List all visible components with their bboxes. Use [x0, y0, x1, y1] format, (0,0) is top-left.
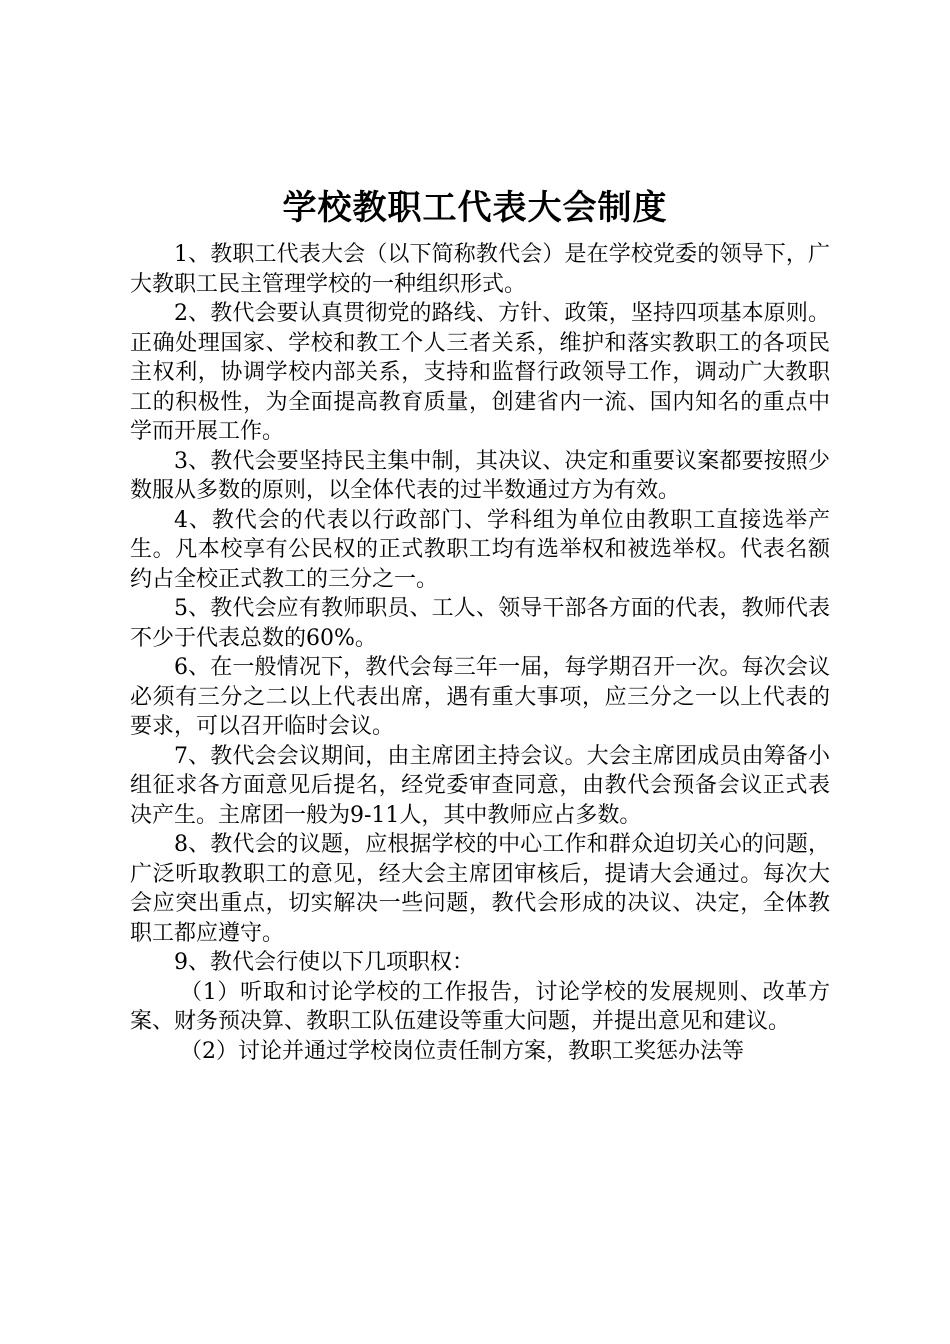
paragraph-7: 7、教代会会议期间，由主席团主持会议。大会主席团成员由筹备小组征求各方面意见后提名，经党委审查同意，由教代会预备会议正式表决产生。主席团一般为9-11人，其中教师应占多数。: [130, 743, 830, 828]
paragraph-5: 5、教代会应有教师职员、工人、领导干部各方面的代表，教师代表不少于代表总数的60%。: [130, 596, 830, 651]
document-title: 学校教职工代表大会制度: [282, 188, 668, 228]
paragraph-9-item-2: （2）讨论并通过学校岗位责任制方案，教职工奖惩办法等: [180, 1038, 744, 1064]
paragraph-9: 9、教代会行使以下几项职权：: [174, 950, 474, 975]
paragraph-2: 2、教代会要认真贯彻党的路线、方针、政策，坚持四项基本原则。正确处理国家、学校和教工个人三者关系，维护和落实教职工的各项民主权利，协调学校内部关系，支持和监督行政领导工作，调动广大教职工的积极性，为全面提高教育质量，创建省内一流、国内知名的重点中学而开展工作。: [130, 301, 830, 444]
document-body: [130, 240, 830, 1066]
paragraph-9-item-1: （1）听取和讨论学校的工作报告，讨论学校的发展规则、改革方案、财务预决算、教职工队伍建设等重大问题，并提出意见和建议。: [130, 979, 830, 1034]
paragraph-8: 8、教代会的议题，应根据学校的中心工作和群众迫切关心的问题，广泛听取教职工的意见，经大会主席团审核后，提请大会通过。每次大会应突出重点，切实解决一些问题，教代会形成的决议、决定，全体教职工都应遵守。: [130, 832, 830, 946]
paragraph-6: 6、在一般情况下，教代会每三年一届，每学期召开一次。每次会议必须有三分之二以上代表出席，遇有重大事项，应三分之一以上代表的要求，可以召开临时会议。: [130, 655, 830, 739]
paragraph-3: 3、教代会要坚持民主集中制，其决议、决定和重要议案都要按照少数服从多数的原则，以全体代表的过半数通过方为有效。: [130, 448, 830, 503]
paragraph-1: 1、教职工代表大会（以下简称教代会）是在学校党委的领导下，广大教职工民主管理学校的一种组织形式。: [130, 242, 830, 297]
paragraph-4: 4、教代会的代表以行政部门、学科组为单位由教职工直接选举产生。凡本校享有公民权的正式教职工均有选举权和被选举权。代表名额约占全校正式教工的三分之一。: [130, 507, 830, 592]
